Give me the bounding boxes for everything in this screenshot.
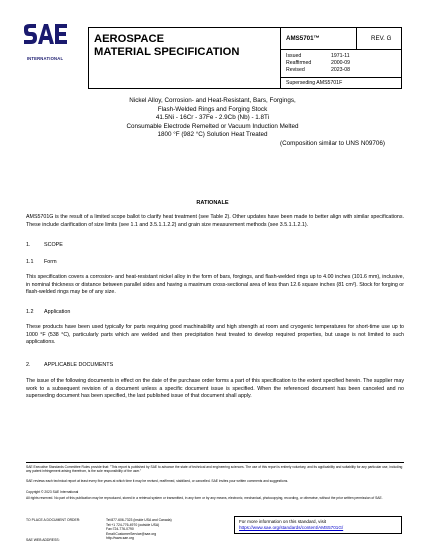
title-line: 1800 °F (982 °C) Solution Heat Treated xyxy=(157,131,268,139)
email-address[interactable]: CustomerService@sae.org xyxy=(115,531,157,536)
footer-rights: All rights reserved. No part of this publication may be reproduced, stored in a retrieval system or transmitted, in any form or by any means, electronic, mechanical, photocopying, recording, or otherwise, without the prior written permission of SAE. xyxy=(26,496,383,500)
order-contact xyxy=(26,518,82,523)
section-1-heading xyxy=(26,242,63,248)
section-1-2-text: These products have been used typically for parts requiring good machinability and high strength at room and cryogenic temperatures for short-time use up to 1000 °F (538 °C), particularly parts which are welded and then precipitation heat treated to develop required properties, but usage is not limited to such applications. xyxy=(26,324,404,346)
section-2-text: The issue of the following documents in effect on the date of the purchase order forms a part of this specification to the extent specified herein. The supplier may work to a subsequent revision of a document unless a specific document issue is specified. When the referenced document has been canceled and no superseding document has been specified, the last published issue of that document shall apply. xyxy=(26,378,404,400)
revised-date: 2023-08 xyxy=(331,67,351,74)
footer-disclaimer: SAE Executive Standards Committee Rules provide that: "This report is published by SAE to advance the state of technical and engineering sciences. The use of this report is entirely voluntary, and its applicability and suitability for any particular use, including any patent infringement arising therefrom, is the sole responsibility of the user." xyxy=(26,465,403,474)
section-1-1-heading xyxy=(26,259,57,265)
title-line-2: MATERIAL SPECIFICATION xyxy=(94,45,240,58)
section-title: SCOPE xyxy=(44,242,63,248)
section-title: Form xyxy=(44,259,57,265)
section-number: 2. xyxy=(26,362,31,368)
issued-label: Issued xyxy=(286,53,302,59)
footer-divider xyxy=(26,462,404,463)
tel-label: Tel: xyxy=(106,518,112,522)
section-title: Application xyxy=(44,309,71,315)
superseding-note: Superseding AMS5701F xyxy=(286,80,343,86)
header-box xyxy=(88,27,402,89)
divider xyxy=(356,28,357,49)
feedback-link[interactable]: https://www.sae.org/standards/content/AMS5701G/ xyxy=(239,524,344,530)
revision-label: REV. G xyxy=(371,35,392,42)
divider xyxy=(280,28,281,88)
rationale-heading: RATIONALE xyxy=(196,200,229,206)
title-line: Flash-Welded Rings and Forging Stock xyxy=(157,105,268,113)
section-number: 1.1 xyxy=(26,259,34,265)
rationale-text: AMS5701G is the result of a limited scope ballot to clarify heat treatment (see Table 2). Other updates have been made to better align with similar specifications. These include clarification of size limits (see 1.1 and 3.5.1.1.2.2) and grain size measurement methods (see 3.5.1.1.2.1). xyxy=(26,214,404,228)
revised-label: Revised xyxy=(286,67,305,74)
section-1-1-text: This specification covers a corrosion- and heat-resistant nickel alloy in the form of bars, forgings, and flash-welded rings up to 4.00 inches (101.6 mm), inclusive, in nominal thickness or distance between parallel sides and having a maximum cross-sectional area of less than 12.6 square inches (81 cm²). Stock for forging or flash-welded rings may be of any size. xyxy=(26,274,404,296)
title-line-1: AEROSPACE xyxy=(94,33,165,45)
title-line: 41.5Ni - 16Cr - 37Fe - 2.9Cb (Nb) - 1.8Ti xyxy=(155,114,270,122)
section-title: APPLICABLE DOCUMENTS xyxy=(44,362,114,368)
fax-number: 724-776-0790 xyxy=(112,527,134,532)
divider xyxy=(280,49,402,50)
title-line: Nickel Alloy, Corrosion- and Heat-Resistant, Bars, Forgings, xyxy=(129,97,296,104)
fax-label: Fax: xyxy=(106,527,113,532)
order-contact-details xyxy=(106,518,172,541)
document-type-title xyxy=(94,33,274,58)
footer-review-note: SAE reviews each technical report at least every five years at which time it may be revised, reaffirmed, stabilized, or cancelled. SAE invites your written comments and suggestions. xyxy=(26,479,289,483)
logo-subtitle: INTERNATIONAL xyxy=(26,56,64,61)
footer-copyright: Copyright © 2023 SAE International xyxy=(26,490,79,494)
issued-date: 1971-11 xyxy=(331,53,350,59)
reaffirmed-date: 2000-09 xyxy=(331,60,351,67)
web-address-label: SAE WEB ADDRESS: xyxy=(26,538,60,542)
order-label: TO PLACE A DOCUMENT ORDER: xyxy=(26,518,81,522)
section-1-2-heading xyxy=(26,309,70,315)
tel-label: Tel: xyxy=(106,522,112,527)
divider xyxy=(280,77,402,78)
feedback-text: For more information on this standard, visit xyxy=(239,519,327,524)
date-history xyxy=(286,53,350,75)
specification-title xyxy=(40,97,385,149)
feedback-box xyxy=(234,516,402,534)
tel-1: 877-606-7323 (inside USA and Canada) xyxy=(111,518,172,522)
section-2-heading xyxy=(26,362,113,368)
section-number: 1. xyxy=(26,242,31,248)
email-label: Email: xyxy=(106,531,116,536)
document-number: AMS5701™ xyxy=(286,35,320,42)
section-number: 1.2 xyxy=(26,309,34,315)
web-address[interactable]: http://www.sae.org xyxy=(106,536,134,541)
tel-2: +1 724-776-4970 (outside USA) xyxy=(111,522,160,527)
title-line: Consumable Electrode Remelted or Vacuum Induction Melted xyxy=(126,122,299,130)
title-line: (Composition similar to UNS N09706) xyxy=(280,139,385,147)
reaffirmed-label: Reaffirmed xyxy=(286,60,312,67)
